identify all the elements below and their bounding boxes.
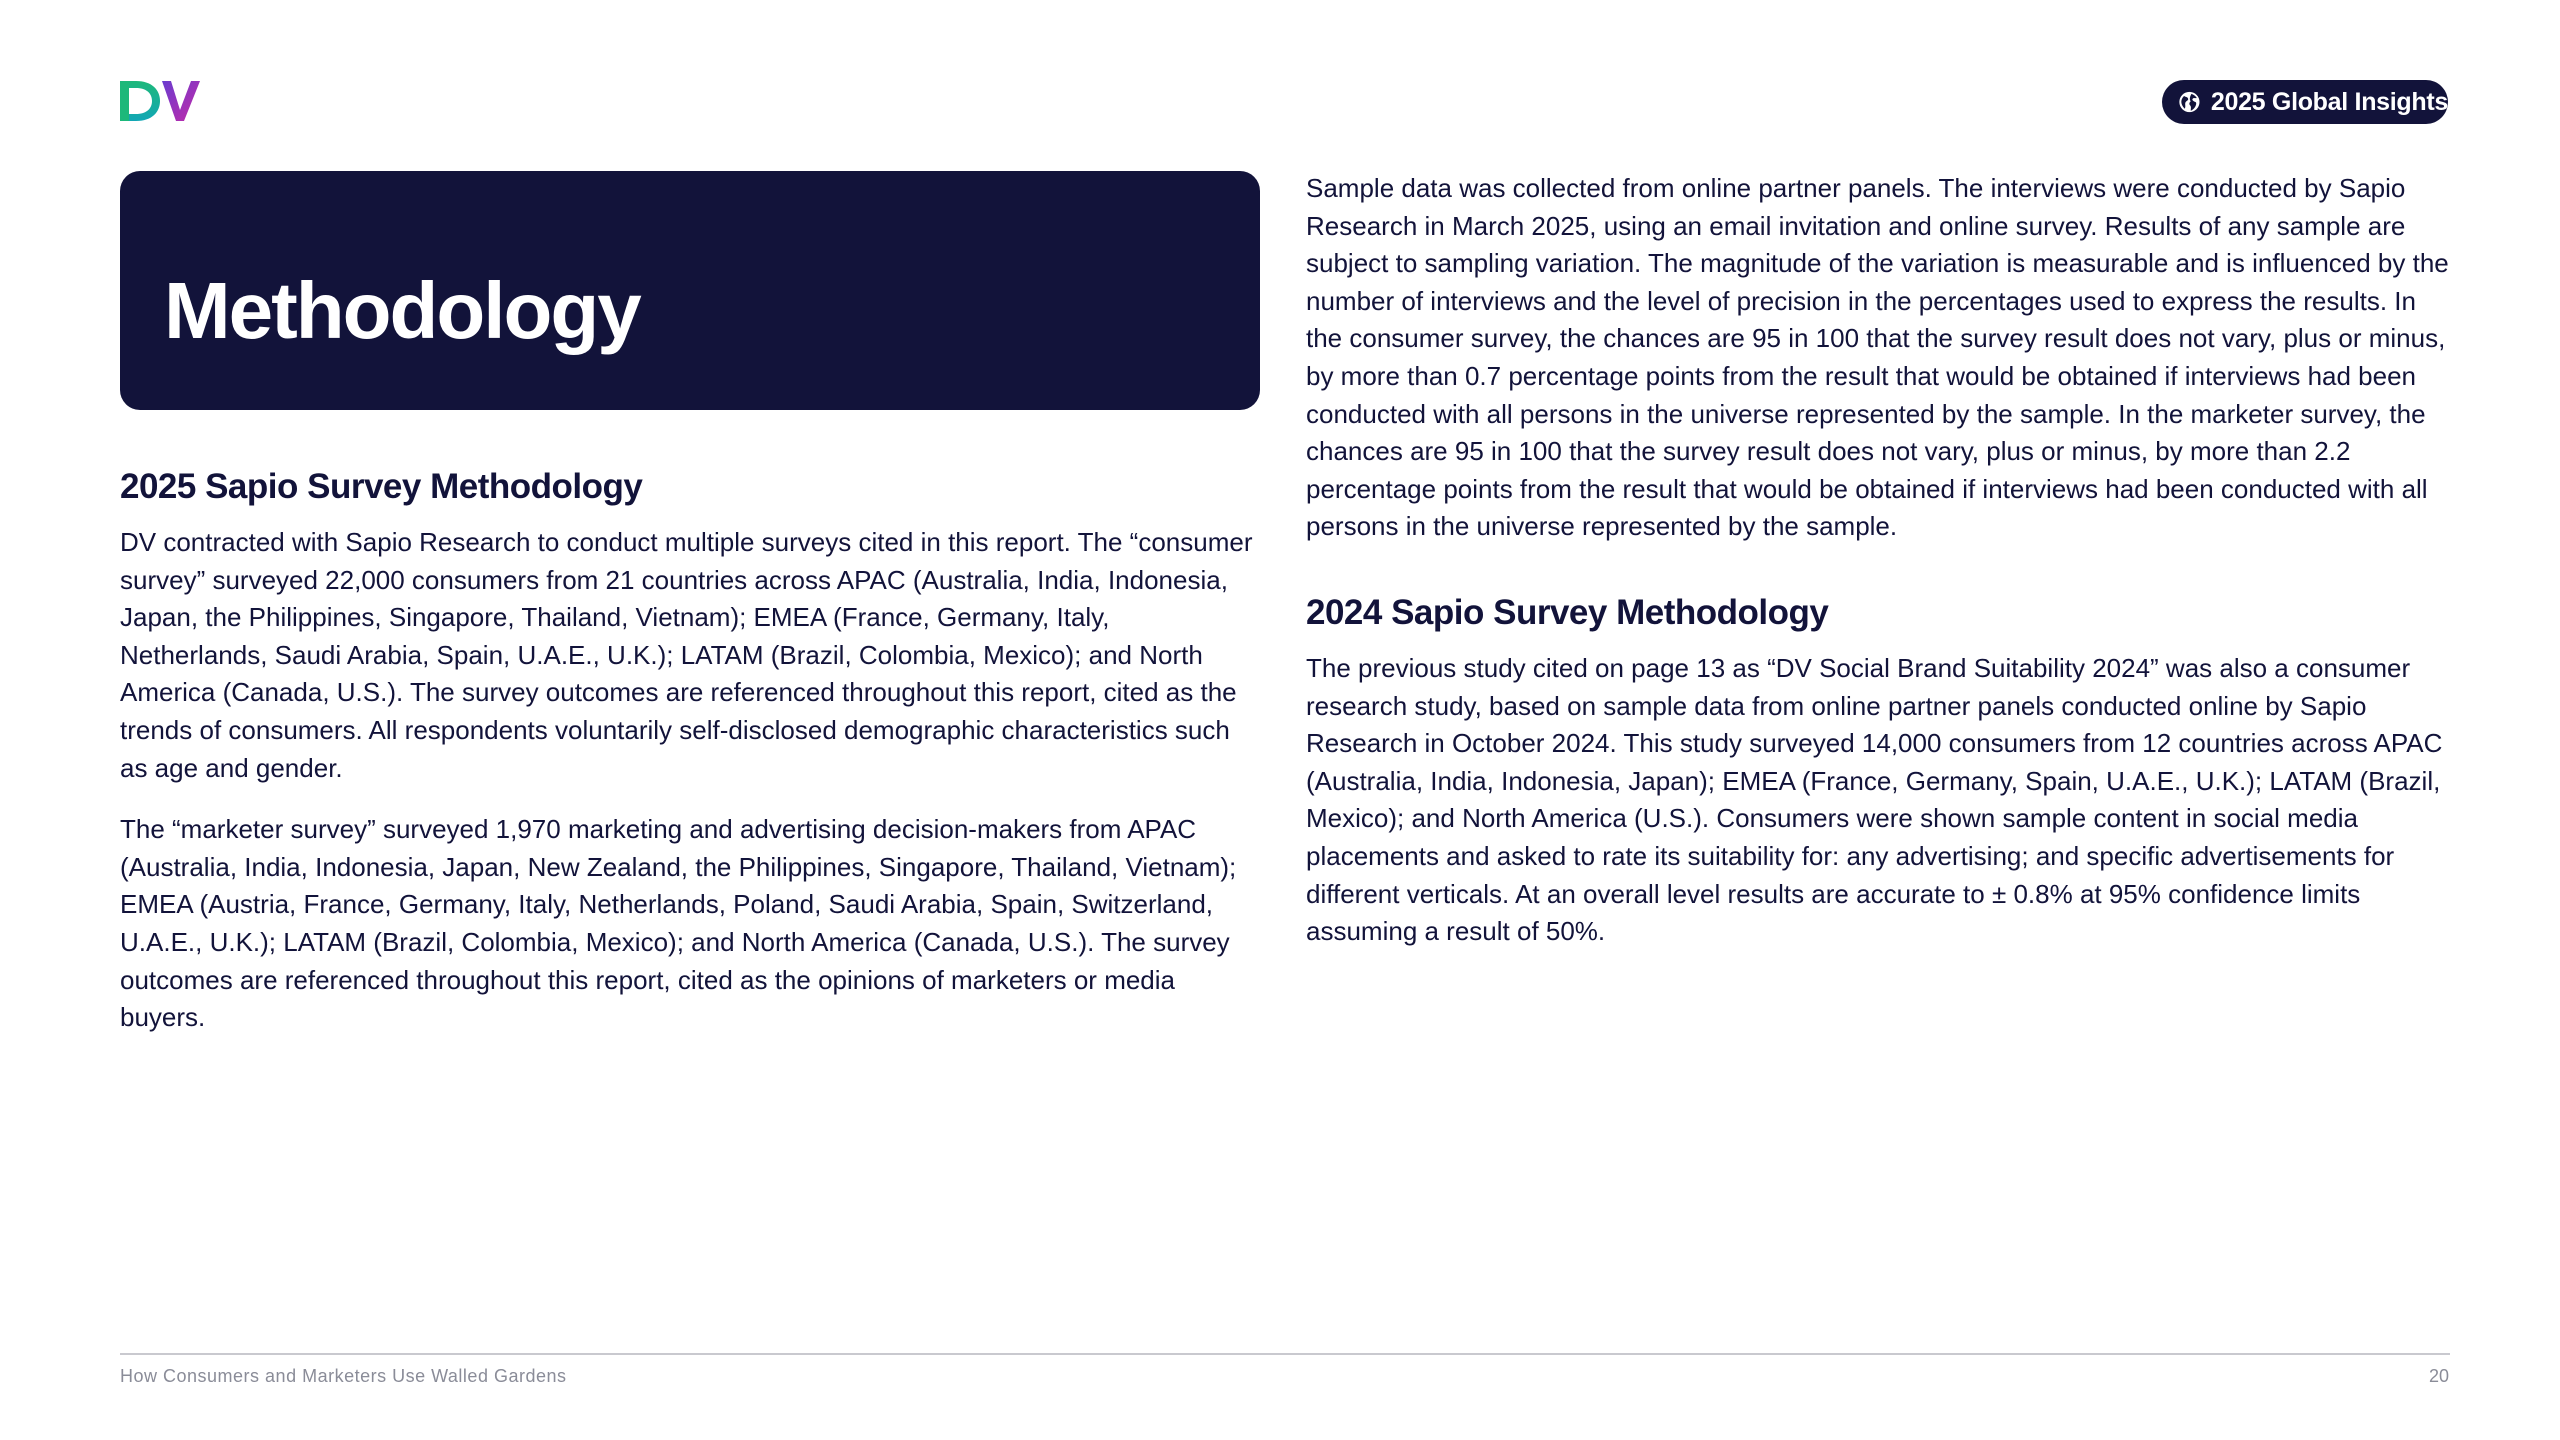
dv-logo-icon bbox=[118, 78, 204, 124]
section-heading-2024: 2024 Sapio Survey Methodology bbox=[1306, 592, 1829, 632]
consumer-survey-paragraph: DV contracted with Sapio Research to conduct multiple surveys cited in this report. The “consumer survey” surveyed 22,000 consumers from 21 countries across APAC (Australia, India, Indonesia, Japan, the Philippines, Singapore, Thailand, Vietnam); EMEA (France, Germany, Italy, Netherlands, Saudi Arabia, Spain, U.A.E., U.K.); LATAM (Brazil, Colombia, Mexico); and North America (Canada, U.S.). The survey outcomes are referenced throughout this report, cited as the trends of consumers. All respondents voluntarily self-disclosed demographic characteristics such as age and gender. bbox=[120, 527, 1253, 783]
right-column bbox=[1306, 170, 2456, 951]
footer-divider bbox=[120, 1353, 2450, 1355]
footer-report-title: How Consumers and Marketers Use Walled Gardens bbox=[120, 1366, 567, 1386]
previous-study-paragraph: The previous study cited on page 13 as “DV Social Brand Suitability 2024” was also a consumer research study, based on sample data from online partner panels conducted online by Sapio Research in October 2024. This study surveyed 14,000 consumers from 12 countries across APAC (Australia, India, Indonesia, Japan); EMEA (France, Germany, Spain, U.A.E., U.K.); LATAM (Brazil, Mexico); and North America (U.S.). Consumers were shown sample content in social media placements and asked to rate its suitability for: any advertising; and specific advertisements for different verticals. At an overall level results are accurate to ± 0.8% at 95% confidence limits assuming a result of 50%. bbox=[1306, 652, 2443, 947]
global-insights-badge bbox=[2162, 80, 2448, 124]
page-number: 20 bbox=[2428, 1366, 2449, 1386]
globe-icon bbox=[2178, 85, 2201, 119]
left-column bbox=[120, 460, 1260, 1037]
sampling-paragraph: Sample data was collected from online partner panels. The interviews were conducted by Sapio Research in March 2025, using an email invitation and online survey. Results of any sample are subject to sampling variation. The magnitude of the variation is measurable and is influenced by the number of interviews and the level of precision in the percentages used to express the results. In the consumer survey, the chances are 95 in 100 that the survey result does not vary, plus or minus, by more than 0.7 percentage points from the result that would be obtained if interviews had been conducted with all persons in the universe represented by the sample. In the marketer survey, the chances are 95 in 100 that the survey result does not vary, plus or minus, by more than 2.2 percentage points from the result that would be obtained if interviews had been conducted with all persons in the universe represented by the sample. bbox=[1306, 173, 2449, 542]
page-title: Methodology bbox=[164, 266, 640, 355]
section-heading-2025: 2025 Sapio Survey Methodology bbox=[120, 467, 643, 506]
marketer-survey-paragraph: The “marketer survey” surveyed 1,970 marketing and advertising decision-makers from APAC (Australia, India, Indonesia, Japan, New Zealand, the Philippines, Singapore, Thailand, Vietnam); EMEA (Austria, France, Germany, Italy, Netherlands, Poland, Saudi Arabia, Spain, Switzerland, U.A.E., U.K.); LATAM (Brazil, Colombia, Mexico); and North America (Canada, U.S.). The survey outcomes are referenced throughout this report, cited as the opinions of marketers or media buyers. bbox=[120, 814, 1237, 1033]
badge-label: 2025 Global Insights bbox=[2210, 87, 2448, 116]
title-banner bbox=[120, 171, 1260, 410]
